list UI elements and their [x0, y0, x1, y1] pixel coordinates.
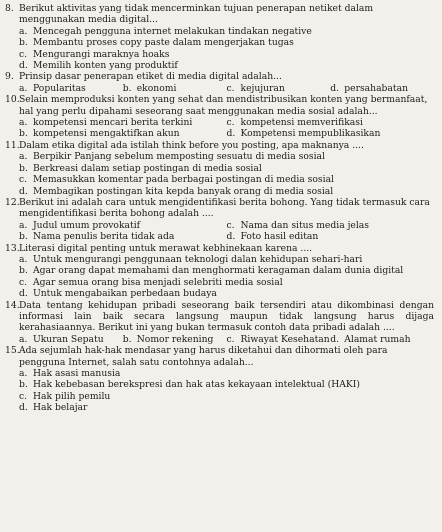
question-text: 12.Berikut ini adalah cara untuk mengidentifikasi berita bohong. Yang tidak termasuk cara mengidentifikasi berita bohong adalah ....: [5, 196, 430, 220]
option-d: d. Kompetensi mempublikasikan: [226, 128, 381, 140]
option-c: c. Hak pilih pemilu: [19, 390, 111, 402]
option-a: a. Berpikir Panjang sebelum memposting sesuatu di media sosial: [19, 151, 325, 163]
question-13: [5, 243, 434, 300]
option-a: a. Hak asasi manusia: [19, 368, 121, 379]
option-a: a. kompetensi mencari berita terkini: [19, 117, 193, 129]
option-b: b. ekonomi: [122, 82, 177, 94]
options-list: [5, 368, 434, 414]
question-14: [5, 300, 434, 346]
option-d: d. Untuk mengabaikan perbedaan budaya: [19, 288, 217, 300]
option-a: a. Judul umum provokatif: [19, 219, 141, 231]
option-c: c. Mengurangi maraknya hoaks: [19, 48, 170, 60]
options-row: [5, 83, 434, 94]
question-15: [5, 345, 434, 413]
option-b: b. Agar orang dapat memahami dan menghormati keragaman dalam dunia digital: [19, 265, 404, 277]
options-grid: [5, 220, 434, 243]
option-d: d. Foto hasil editan: [226, 231, 319, 243]
option-c: c. Agar semua orang bisa menjadi selebriti media sosial: [19, 276, 283, 288]
options-row: [5, 334, 434, 345]
option-b: b. Berkreasi dalam setiap postingan di media sosial: [19, 162, 262, 174]
question-11: [5, 140, 434, 197]
options-grid: [5, 117, 434, 140]
option-c: c. kompetensi memverifikasi: [226, 117, 363, 129]
option-c: c. kejujuran: [226, 82, 285, 94]
question-text: 9. Prinsip dasar penerapan etiket di media digital adalah...: [5, 71, 282, 83]
question-text: 14.Data tentang kehidupan pribadi seseorang baik tersendiri atau dikombinasi dengan informasi lain baik secara langsung maupun tidak langsung harus dijaga kerahasiaannya. Berikut ini yang bukan termasuk contoh data pribadi adalah ....: [5, 299, 434, 334]
option-b: b. kompetensi mengaktifkan akun: [19, 128, 180, 140]
option-d: d. Alamat rumah: [330, 333, 411, 345]
question-12: [5, 197, 434, 243]
question-text: 10.Selain memproduksi konten yang sehat dan mendistribusikan konten yang bermanfaat, hal yang perlu dipahami seseorang saat menggunakan media sosial adalah...: [5, 94, 428, 117]
question-text: 8. Berikut aktivitas yang tidak mencerminkan tujuan penerapan netiket dalam menggunakan media digital...: [5, 3, 374, 26]
question-text: 13.Literasi digital penting untuk merawat kebhinekaan karena ....: [5, 242, 313, 254]
option-d: d. persahabatan: [330, 82, 408, 94]
question-10: [5, 94, 434, 140]
option-b: b. Nama penulis berita tidak ada: [19, 231, 175, 243]
option-a: a. Popularitas: [19, 82, 86, 94]
option-b: b. Nomor rekening: [122, 333, 214, 345]
question-9: [5, 71, 434, 94]
options-list: [5, 26, 434, 72]
question-text: 11.Dalam etika digital ada istilah think before you posting, apa maknanya ....: [5, 139, 364, 151]
option-a: a. Untuk mengurangi penggunaan teknologi dalan kehidupan sehari-hari: [19, 253, 363, 265]
options-list: [5, 151, 434, 197]
option-b: b. Hak kebebasan berekspresi dan hak atas kekayaan intelektual (HAKI): [19, 379, 360, 391]
option-d: d. Memilih konten yang produktif: [19, 60, 178, 72]
question-8: [5, 3, 434, 71]
options-list: [5, 254, 434, 300]
option-a: a. Ukuran Sepatu: [19, 333, 104, 345]
option-c: c. Memasukkan komentar pada berbagai postingan di media sosial: [19, 174, 334, 186]
question-text: 15.Ada sejumlah hak-hak mendasar yang harus diketahui dan dihormati oleh para pengguna Internet, salah satu contohnya adalah...: [5, 345, 388, 368]
option-d: d. Membagikan postingan kita kepda banyak orang di media sosial: [19, 185, 334, 197]
option-c: c. Riwayat Kesehatan: [226, 333, 330, 345]
option-b: b. Membantu proses copy paste dalam mengerjakan tugas: [19, 37, 294, 49]
option-a: a. Mencegah pengguna internet melakukan tindakan negative: [19, 25, 312, 37]
option-c: c. Nama dan situs media jelas: [226, 219, 370, 231]
option-d: d. Hak belajar: [19, 402, 88, 414]
